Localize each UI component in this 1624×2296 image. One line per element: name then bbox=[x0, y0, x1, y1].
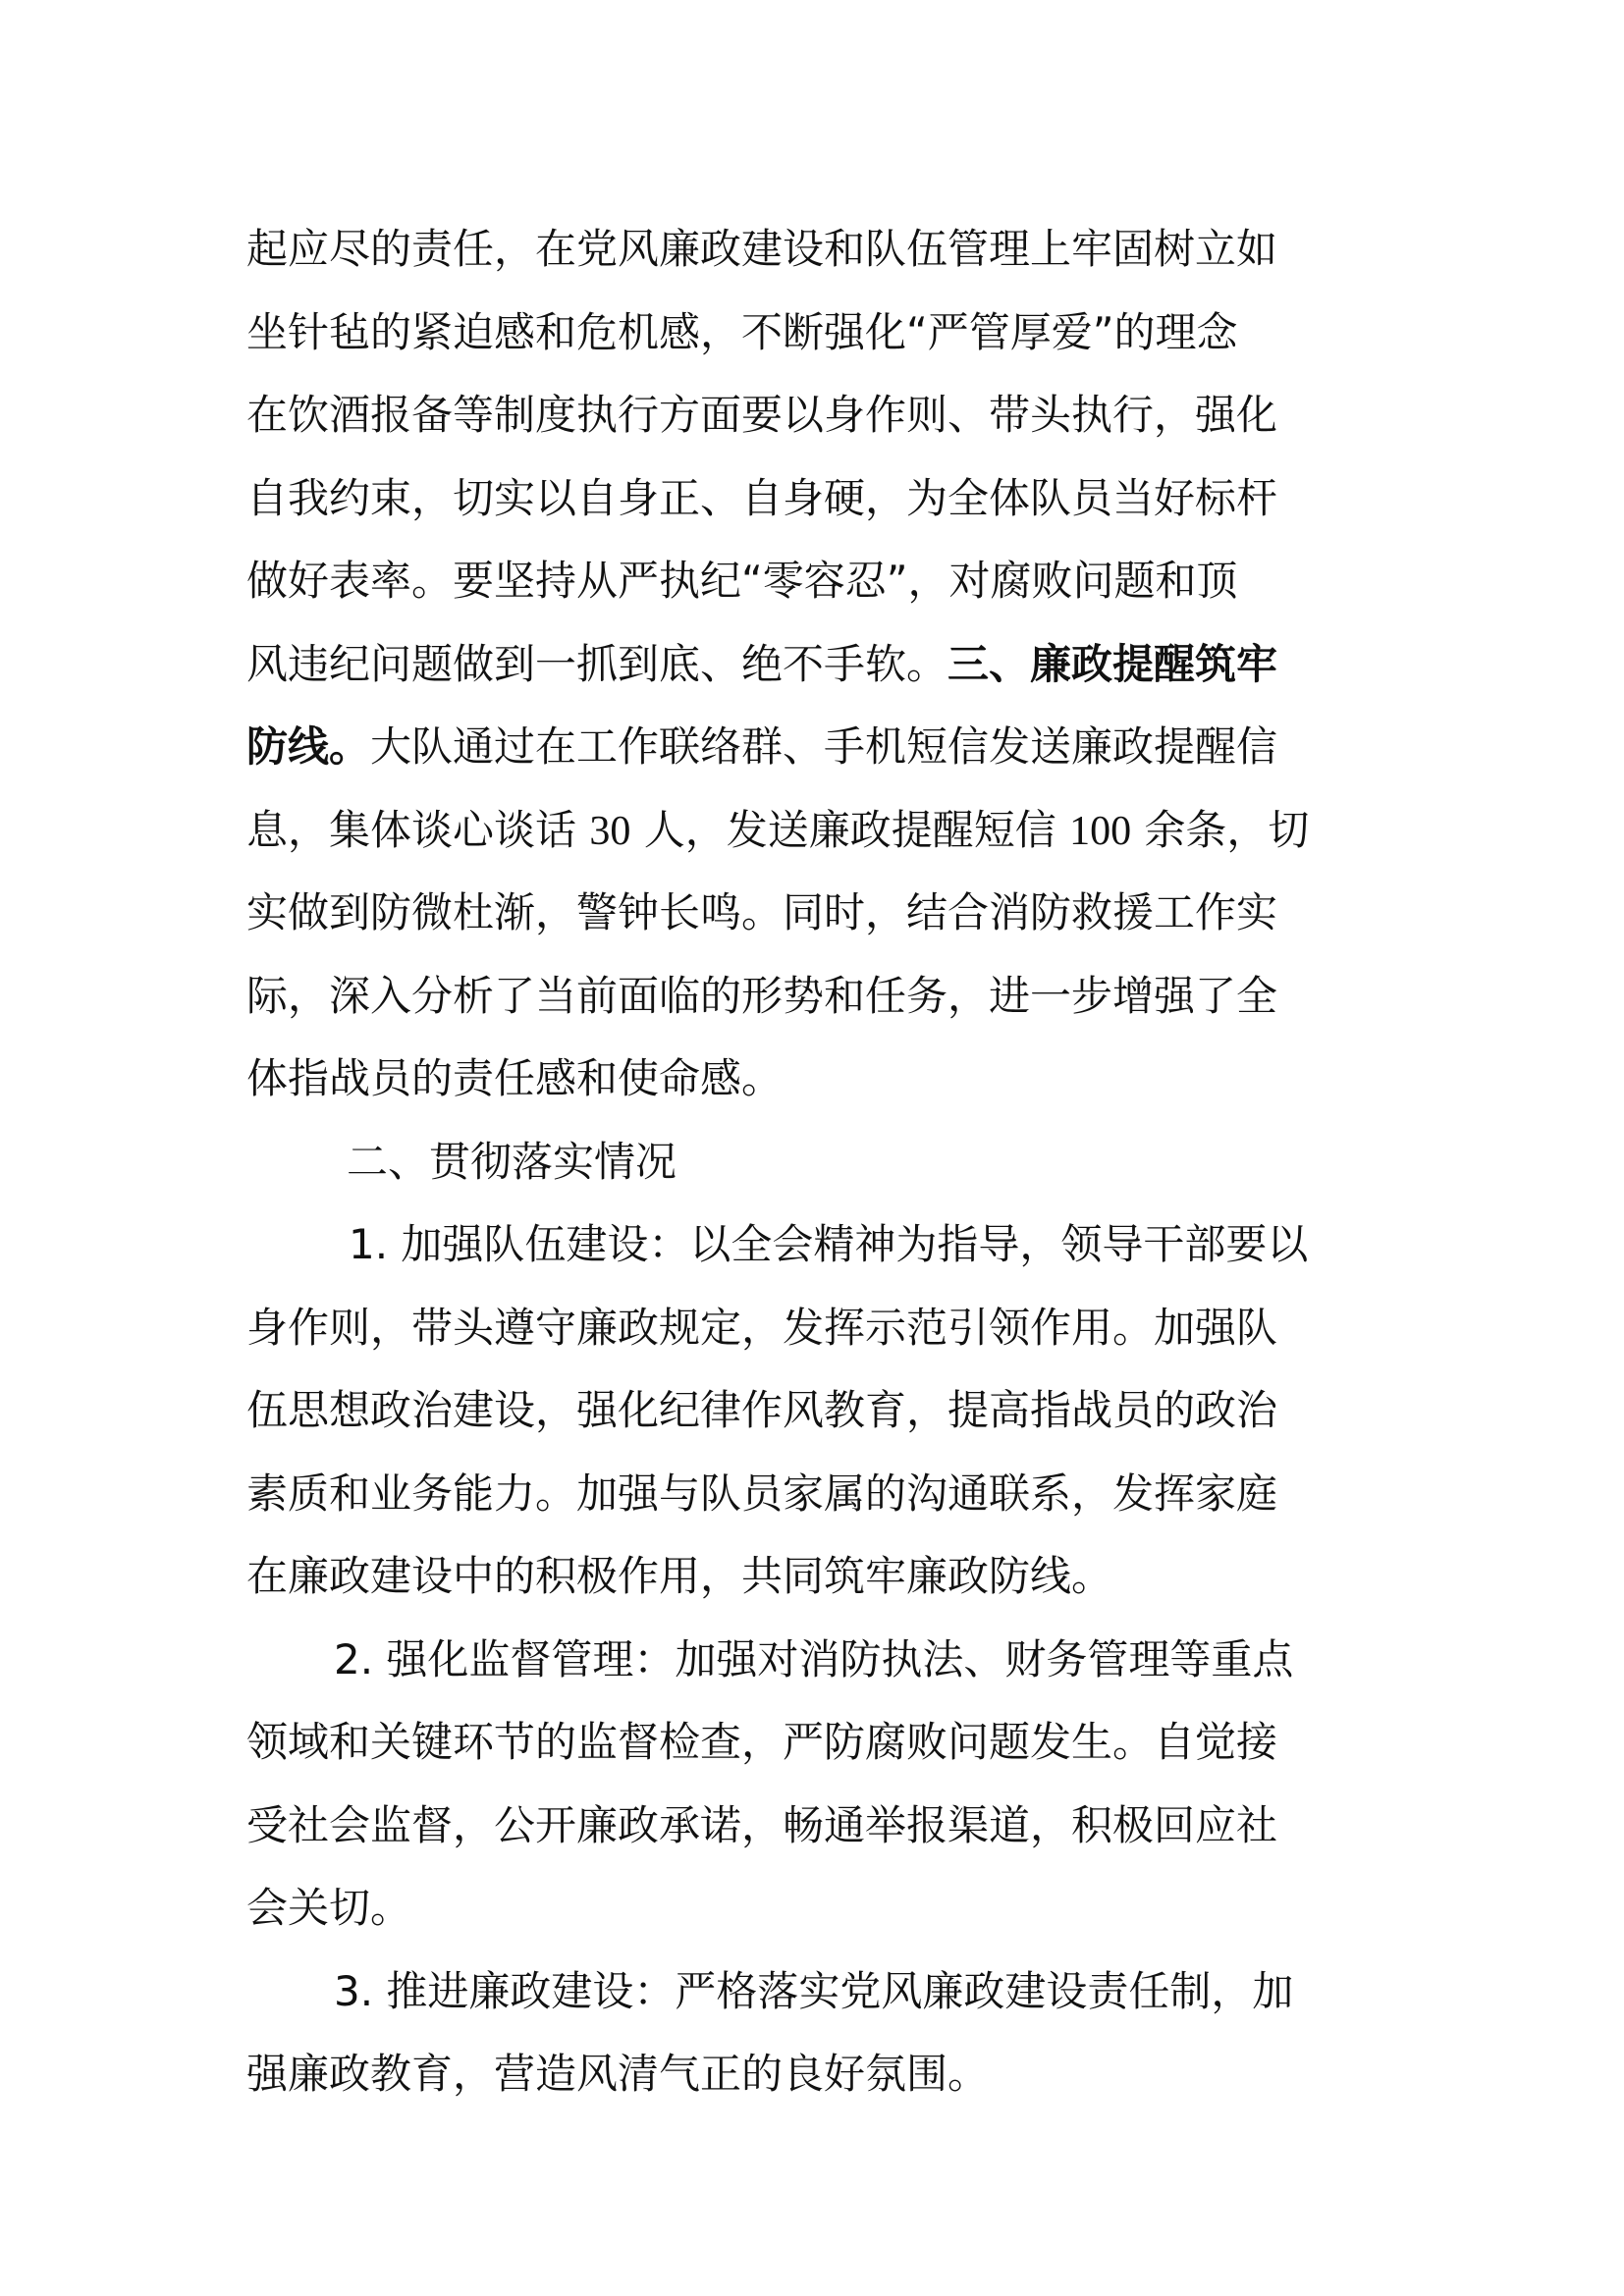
text-line bbox=[246, 803, 1309, 859]
text-line: 3. 推进廉政建设：严格落实党风廉政建设责任制，加 bbox=[334, 1967, 1294, 2015]
text-line: 2. 强化监督管理：加强对消防执法、财务管理等重点 bbox=[334, 1635, 1294, 1683]
text-line: 领域和关键环节的监督检查，严防腐败问题发生。自觉接 bbox=[246, 1718, 1278, 1766]
text-span: 大队通过在工作联络群、手机短信发送廉政提醒信 bbox=[370, 722, 1278, 771]
text-span: 余条，切 bbox=[1131, 806, 1310, 854]
section-heading: 二、贯彻落实情况 bbox=[347, 1138, 677, 1186]
number-span: 100 bbox=[1069, 809, 1132, 854]
text-line: 在饮酒报备等制度执行方面要以身作则、带头执行，强化 bbox=[246, 391, 1278, 439]
text-line: 1. 加强队伍建设：以全会精神为指导，领导干部要以 bbox=[349, 1220, 1309, 1268]
text-line: 起应尽的责任，在党风廉政建设和队伍管理上牢固树立如 bbox=[246, 225, 1278, 273]
text-line: 体指战员的责任感和使命感。 bbox=[246, 1054, 784, 1102]
bold-heading-span: 防线。 bbox=[246, 722, 371, 771]
bold-heading-span: 三、廉政提醒筑牢 bbox=[947, 640, 1278, 688]
text-line: 会关切。 bbox=[246, 1884, 412, 1932]
text-line: 伍思想政治建设，强化纪律作风教育，提高指战员的政治 bbox=[246, 1386, 1278, 1434]
text-line: 强廉政教育，营造风清气正的良好氛围。 bbox=[246, 2050, 990, 2098]
number-span: 30 bbox=[589, 809, 631, 854]
text-line bbox=[246, 720, 1277, 774]
text-line bbox=[246, 637, 1277, 692]
text-span: 息，集体谈心谈话 bbox=[246, 806, 590, 854]
text-span: 风违纪问题做到一抓到底、绝不手软。 bbox=[246, 640, 948, 688]
text-line: 实做到防微杜渐，警钟长鸣。同时，结合消防救援工作实 bbox=[246, 888, 1278, 936]
text-line: 际，深入分析了当前面临的形势和任务，进一步增强了全 bbox=[246, 972, 1278, 1020]
text-line: 做好表率。要坚持从严执纪“零容忍”，对腐败问题和顶 bbox=[246, 557, 1238, 605]
text-line: 坐针毡的紧迫感和危机感，不断强化“严管厚爱”的理念 bbox=[246, 308, 1238, 356]
text-line: 自我约束，切实以自身正、自身硬，为全体队员当好标杆 bbox=[246, 474, 1278, 522]
text-line: 素质和业务能力。加强与队员家属的沟通联系，发挥家庭 bbox=[246, 1469, 1278, 1518]
text-span: 人，发送廉政提醒短信 bbox=[630, 806, 1070, 854]
text-line: 身作则，带头遵守廉政规定，发挥示范引领作用。加强队 bbox=[246, 1304, 1278, 1352]
text-line: 在廉政建设中的积极作用，共同筑牢廉政防线。 bbox=[246, 1552, 1113, 1600]
text-line: 受社会监督，公开廉政承诺，畅通举报渠道，积极回应社 bbox=[246, 1801, 1278, 1849]
